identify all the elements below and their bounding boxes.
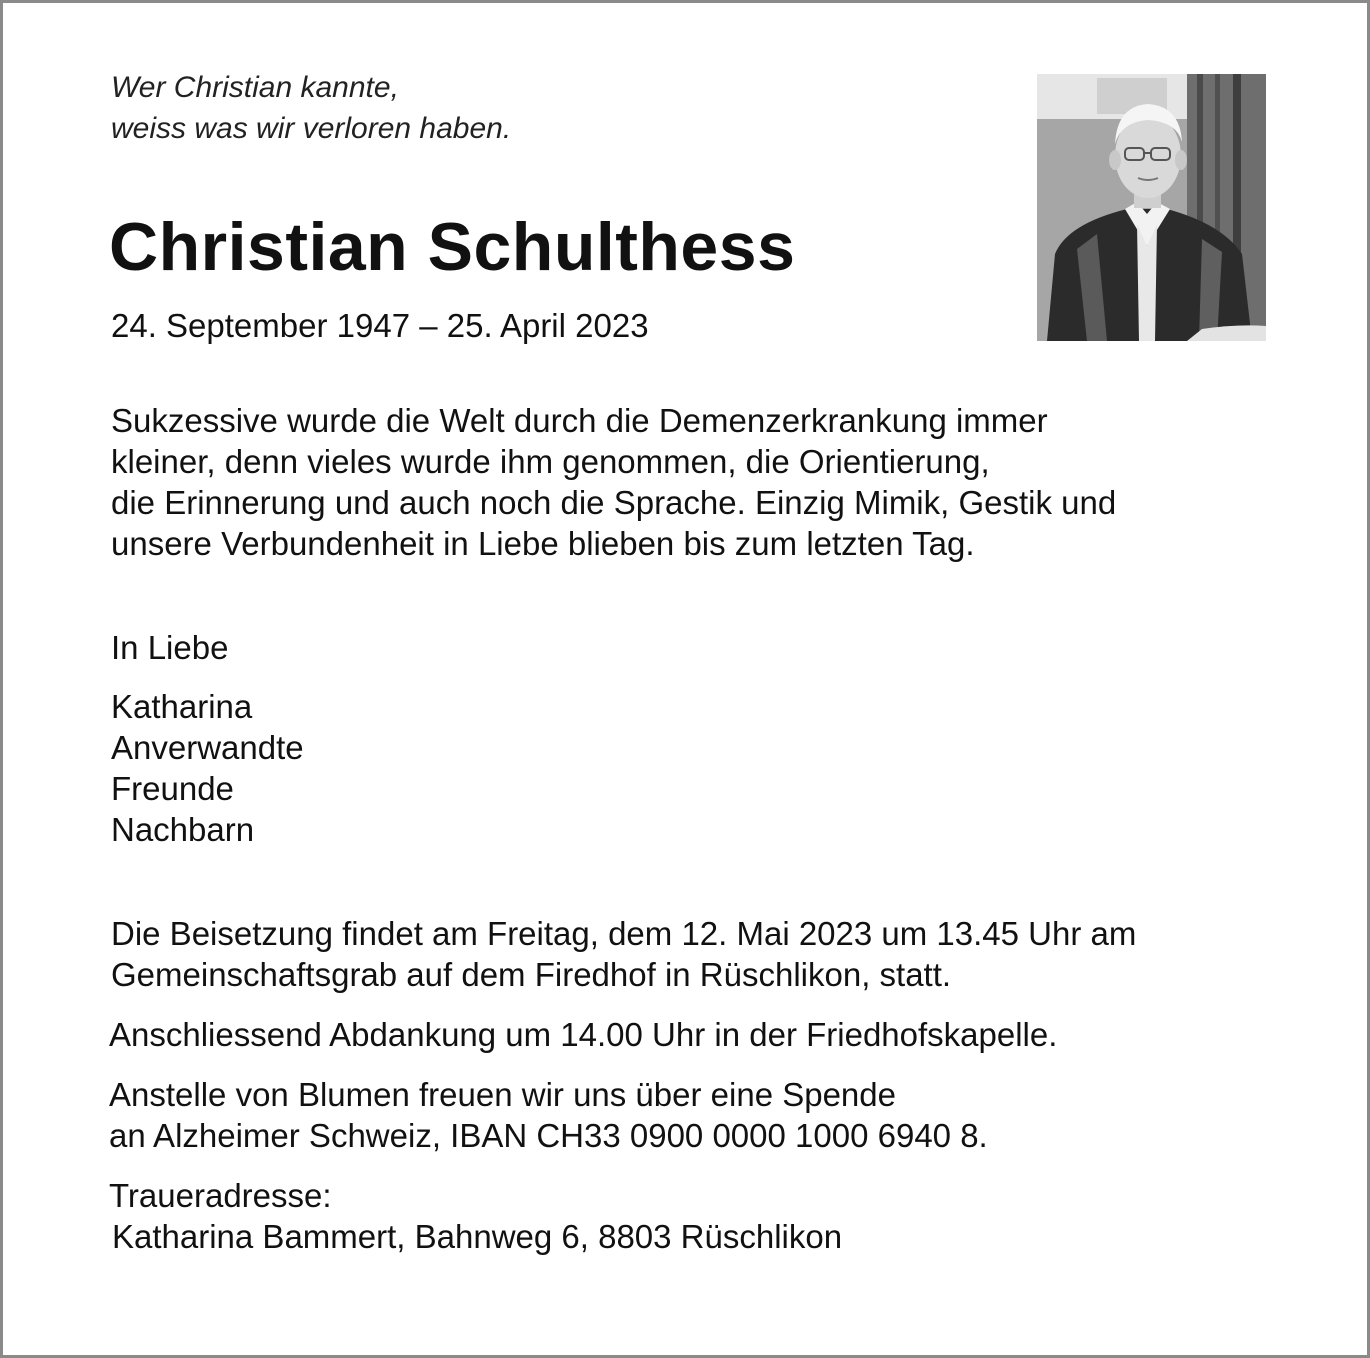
mourners-list bbox=[111, 686, 304, 850]
mourner-name: Anverwandte bbox=[111, 729, 304, 766]
funeral-notice bbox=[111, 913, 1136, 995]
tribute-paragraph bbox=[111, 400, 1116, 564]
address-value: Katharina Bammert, Bahnweg 6, 8803 Rüschlikon bbox=[112, 1218, 843, 1255]
tribute-line: kleiner, denn vieles wurde ihm genommen, die Orientierung, bbox=[111, 443, 990, 480]
mourners-intro: In Liebe bbox=[111, 629, 229, 666]
donation-line: an Alzheimer Schweiz, IBAN CH33 0900 0000 1000 6940 8. bbox=[109, 1117, 988, 1154]
donation-line: Anstelle von Blumen freuen wir uns über eine Spende bbox=[109, 1076, 896, 1113]
ceremony-notice: Anschliessend Abdankung um 14.00 Uhr in der Friedhofskapelle. bbox=[109, 1016, 1058, 1053]
mourner-name: Katharina bbox=[111, 688, 253, 725]
address-label: Traueradresse: bbox=[109, 1177, 332, 1214]
portrait-photo bbox=[1037, 74, 1266, 341]
motto-line: Wer Christian kannte, bbox=[111, 71, 399, 104]
motto-line: weiss was wir verloren haben. bbox=[111, 112, 512, 145]
mourning-address bbox=[109, 1175, 842, 1257]
funeral-line: Gemeinschaftsgrab auf dem Firedhof in Rüschlikon, statt. bbox=[111, 956, 952, 993]
portrait-photo-illustration bbox=[1037, 74, 1266, 341]
motto bbox=[111, 67, 511, 149]
donation-notice bbox=[109, 1074, 988, 1156]
deceased-name: Christian Schulthess bbox=[109, 209, 796, 285]
tribute-line: die Erinnerung und auch noch die Sprache. Einzig Mimik, Gestik und bbox=[111, 484, 1117, 521]
life-dates: 24. September 1947 – 25. April 2023 bbox=[111, 307, 649, 344]
tribute-line: unsere Verbundenheit in Liebe blieben bis zum letzten Tag. bbox=[111, 525, 975, 562]
mourner-name: Nachbarn bbox=[111, 811, 255, 848]
mourner-name: Freunde bbox=[111, 770, 234, 807]
tribute-line: Sukzessive wurde die Welt durch die Demenzerkrankung immer bbox=[111, 402, 1048, 439]
funeral-line: Die Beisetzung findet am Freitag, dem 12. Mai 2023 um 13.45 Uhr am bbox=[111, 915, 1137, 952]
